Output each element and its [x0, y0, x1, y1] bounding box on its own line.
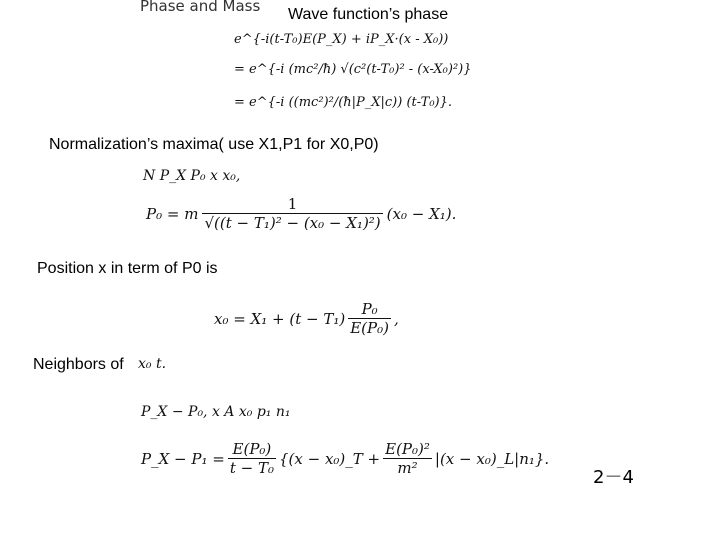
difference-end: |(x − x₀)_L|n₁}.: [434, 449, 550, 468]
x0-lhs: x₀ = X₁ + (t − T₁): [214, 309, 346, 328]
difference-fraction-2-numerator: E(P₀)²: [385, 440, 430, 458]
phase-equation-1: e^{-i(t-T₀)E(P_X) + iP_X·(x - X₀)): [234, 32, 449, 47]
phase-equation-2: = e^{-i (mc²/ħ) √(c²(t-T₀)² - (x-X₀)²)}: [234, 62, 472, 77]
difference-lhs: P_X − P₁ =: [141, 449, 225, 468]
phase-and-mass-heading: Phase and Mass: [140, 0, 261, 15]
x0-numerator: P₀: [361, 300, 378, 318]
difference-fraction-1-numerator: E(P₀): [232, 440, 272, 458]
difference-equation: [141, 440, 549, 477]
phase-equation-3: = e^{-i ((mc²)²/(ħ|P_X|c)) (t-T₀)}.: [234, 95, 453, 110]
neighbors-heading: Neighbors of: [33, 356, 124, 373]
difference-fraction-2: [383, 440, 432, 477]
position-heading: Position x in term of P0 is: [37, 260, 218, 277]
p0-equation: [146, 195, 456, 232]
p0-fraction: [202, 195, 382, 232]
x0-equation: [214, 300, 399, 337]
p0-numerator: 1: [287, 195, 298, 213]
difference-fraction-1-denominator: t − T₀: [229, 459, 274, 477]
p0-lhs: P₀ = m: [146, 204, 199, 223]
page-number: 2－4: [593, 467, 634, 488]
difference-fraction-1: [228, 440, 276, 477]
difference-middle: {(x − x₀)_T +: [278, 449, 381, 468]
x0-denominator: E(P₀): [350, 319, 389, 337]
difference-fraction-2-denominator: m²: [383, 458, 432, 477]
normalization-heading: Normalization’s maxima( use X1,P1 for X0,P0): [49, 136, 379, 153]
p0-denominator: √((t − T₁)² − (x₀ − X₁)²): [204, 214, 381, 232]
x0-end: ,: [394, 309, 399, 328]
x0-fraction: [348, 300, 391, 337]
normalization-variables: N P_X P₀ x x₀,: [143, 168, 241, 184]
difference-variables: P_X − P₀, x A x₀ p₁ n₁: [141, 404, 291, 420]
wave-phase-heading: Wave function’s phase: [288, 6, 449, 23]
p0-rhs: (x₀ − X₁).: [386, 204, 457, 223]
neighbors-variables: x₀ t.: [138, 356, 167, 372]
